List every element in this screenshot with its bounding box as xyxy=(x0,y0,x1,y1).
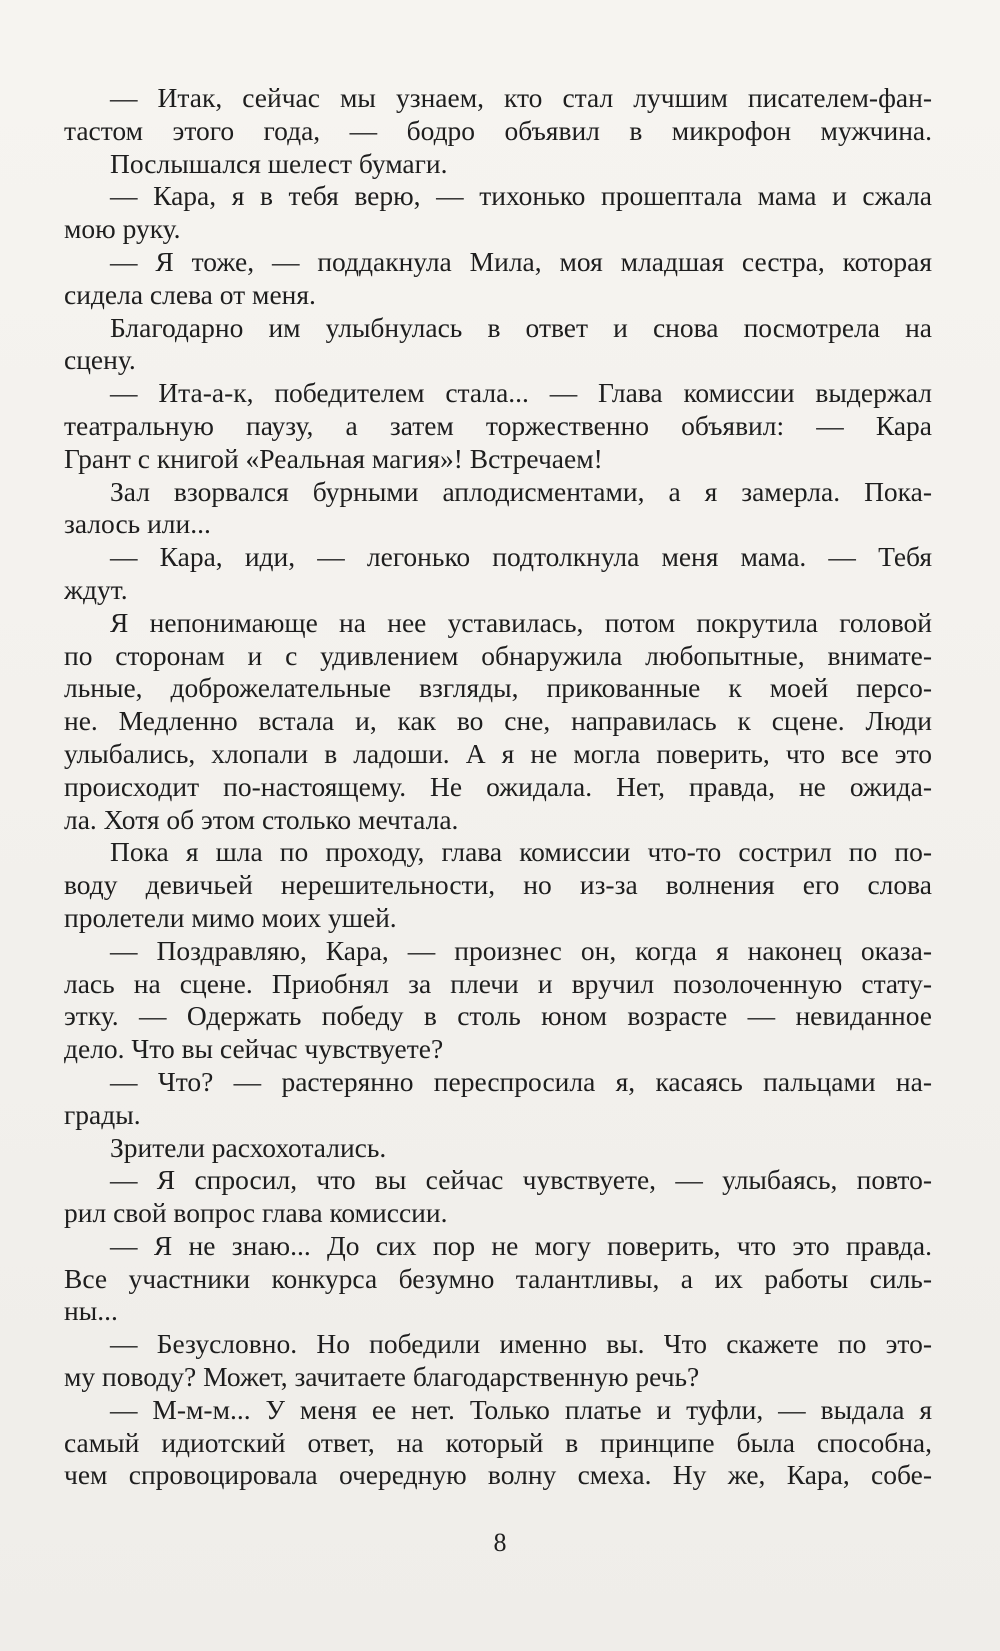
text-line: ны... xyxy=(64,1295,118,1327)
text-line: Послышался шелест бумаги. xyxy=(110,147,448,179)
text-line: — Что? — растерянно переспросила я, касаясь пальцами на- xyxy=(110,1065,932,1097)
text-line: — Я спросил, что вы сейчас чувствуете, — улыбаясь, повто- xyxy=(110,1164,932,1196)
body-text xyxy=(64,82,932,1492)
text-line: происходит по-настоящему. Не ожидала. Нет, правда, не ожида- xyxy=(64,770,932,802)
text-line: Зрители расхохотались. xyxy=(110,1131,387,1163)
text-line: грады. xyxy=(64,1098,141,1130)
text-line: рил свой вопрос глава комиссии. xyxy=(64,1197,448,1229)
text-line: мою руку. xyxy=(64,213,181,245)
text-line: лась на сцене. Приобнял за плечи и вручил позолоченную стату- xyxy=(64,967,932,999)
text-line: Пока я шла по проходу, глава комиссии что-то сострил по по- xyxy=(110,836,932,868)
text-line: ла. Хотя об этом столько мечтала. xyxy=(64,803,459,835)
text-line: — М-м-м... У меня ее нет. Только платье и туфли, — выдала я xyxy=(110,1393,932,1425)
text-line: Все участники конкурса безумно талантливы, а их работы силь- xyxy=(64,1262,932,1294)
text-line: Грант с книгой «Реальная магия»! Встречаем! xyxy=(64,442,603,474)
text-line: улыбались, хлопали в ладоши. А я не могла поверить, что все это xyxy=(64,737,932,769)
text-line: ждут. xyxy=(64,573,128,605)
text-line: сидела слева от меня. xyxy=(64,278,316,310)
text-line: чем спровоцировала очередную волну смеха. Ну же, Кара, собе- xyxy=(64,1459,932,1491)
text-line: — Я тоже, — поддакнула Мила, моя младшая сестра, которая xyxy=(110,245,932,277)
text-line: сцену. xyxy=(64,344,136,376)
text-line: — Ита-а-к, победителем стала... — Глава комиссии выдержал xyxy=(110,377,932,409)
text-line: — Я не знаю... До сих пор не могу поверить, что это правда. xyxy=(110,1229,932,1261)
text-line: дело. Что вы сейчас чувствуете? xyxy=(64,1033,444,1065)
text-line: му поводу? Может, зачитаете благодарственную речь? xyxy=(64,1361,700,1393)
text-line: Благодарно им улыбнулась в ответ и снова посмотрела на xyxy=(110,311,932,343)
text-line: по сторонам и с удивлением обнаружила любопытные, внимате- xyxy=(64,639,932,671)
page-number: 8 xyxy=(493,1528,507,1557)
text-line: пролетели мимо моих ушей. xyxy=(64,901,397,933)
text-line: — Итак, сейчас мы узнаем, кто стал лучшим писателем-фан- xyxy=(110,82,932,113)
text-line: этку. — Одержать победу в столь юном возрасте — невиданное xyxy=(64,1000,932,1032)
text-line: Зал взорвался бурными аплодисментами, а я замерла. Пока- xyxy=(110,475,932,507)
text-line: не. Медленно встала и, как во сне, направилась к сцене. Люди xyxy=(64,705,932,737)
text-line: — Кара, иди, — легонько подтолкнула меня мама. — Тебя xyxy=(110,541,932,573)
text-line: льные, доброжелательные взгляды, прикованные к моей персо- xyxy=(64,672,932,704)
text-line: — Поздравляю, Кара, — произнес он, когда я наконец оказа- xyxy=(110,934,932,966)
text-line: залось или... xyxy=(64,508,211,540)
text-line: тастом этого года, — бодро объявил в микрофон мужчина. xyxy=(64,114,932,146)
text-line: — Кара, я в тебя верю, — тихонько прошептала мама и сжала xyxy=(110,180,932,212)
text-line: самый идиотский ответ, на который в принципе была способна, xyxy=(64,1426,932,1458)
text-line: — Безусловно. Но победили именно вы. Что скажете по это- xyxy=(110,1328,932,1360)
text-line: воду девичьей нерешительности, но из-за волнения его слова xyxy=(64,869,932,901)
text-line: Я непонимающе на нее уставилась, потом покрутила головой xyxy=(110,606,932,638)
text-line: театральную паузу, а затем торжественно объявил: — Кара xyxy=(64,409,932,441)
